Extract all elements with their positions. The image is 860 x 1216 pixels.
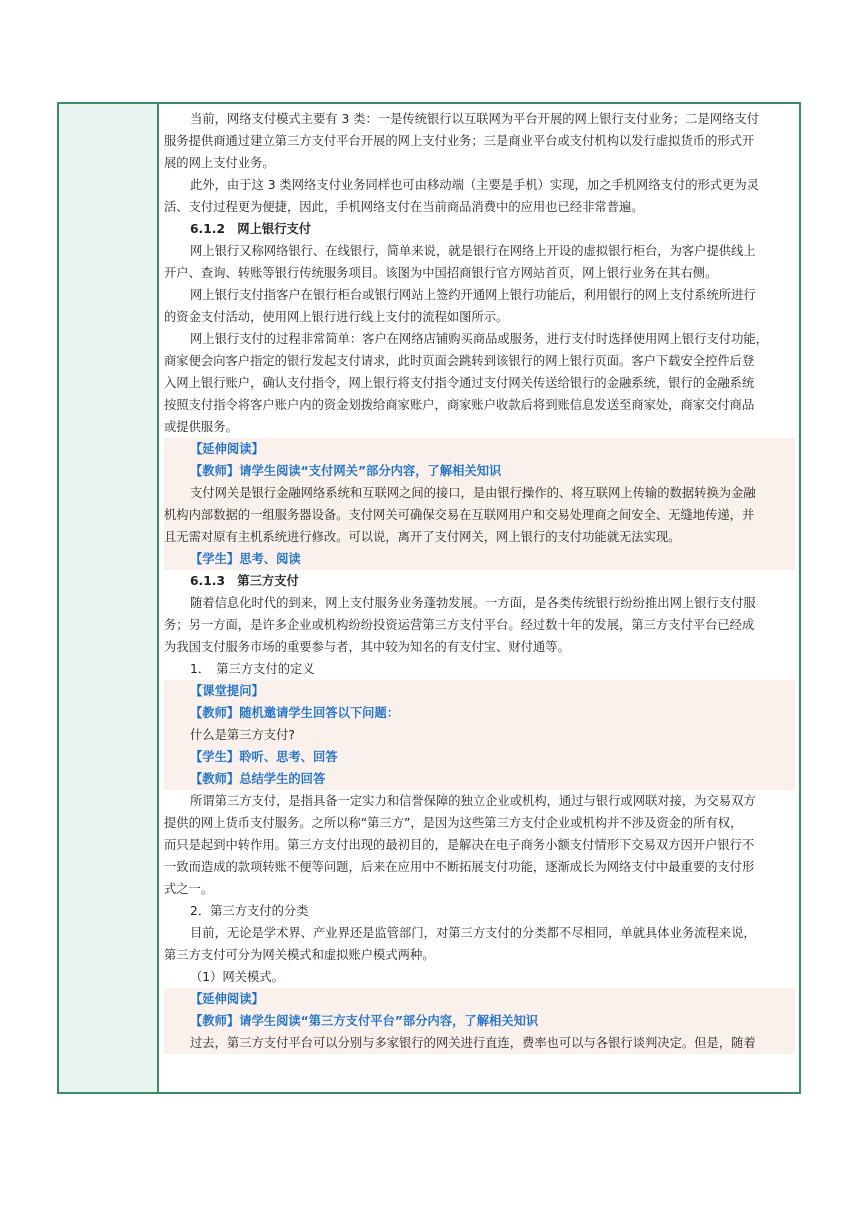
- text-line: 提供的网上货币支付服务。之所以称“第三方”，是因为这些第三方支付企业或机构并不涉及资金的所有权，: [164, 816, 743, 830]
- text-line: 第三方支付可分为网关模式和虚拟账户模式两种。: [164, 948, 435, 962]
- text-line: 网上银行支付的过程非常简单：客户在网络店铺购买商品或服务，进行支付时选择使用网上银行支付功能，: [190, 332, 768, 346]
- text-line: 6.1.3 第三方支付: [190, 574, 299, 588]
- text-line: 随着信息化时代的到来，网上支付服务业务蓬勃发展。一方面，是各类传统银行纷纷推出网上银行支付服: [190, 596, 756, 610]
- text-line: 目前，无论是学术界、产业界还是监管部门，对第三方支付的分类都不尽相同，单就具体业务流程来说，: [190, 926, 756, 940]
- text-line: 支付网关是银行金融网络系统和互联网之间的接口，是由银行操作的、将互联网上传输的数据转换为金融: [164, 482, 795, 504]
- text-line: 开户、查询、转账等银行传统服务项目。该图为中国招商银行官方网站首页，网上银行业务在其右侧。: [164, 266, 718, 280]
- text-line: 1． 第三方支付的定义: [190, 662, 315, 676]
- text-line: 什么是第三方支付?: [164, 724, 795, 746]
- text-line: 服务提供商通过建立第三方支付平台开展的网上支付业务；三是商业平台或支付机构以发行虚拟货币的形式开: [164, 134, 755, 148]
- text-line: 展的网上支付业务。: [164, 156, 275, 170]
- text-line: 【学生】思考、阅读: [164, 548, 795, 570]
- text-line: 【教师】随机邀请学生回答以下问题：: [164, 702, 795, 724]
- lesson-content: [164, 104, 795, 1092]
- table-left-column: [59, 104, 159, 1092]
- text-line: 活、支付过程更为便捷，因此，手机网络支付在当前商品消费中的应用也已经非常普遍。: [164, 200, 644, 214]
- lesson-table: [57, 102, 801, 1094]
- text-line: 或提供服务。: [164, 420, 238, 434]
- text-line: 按照支付指令将客户账户内的资金划拨给商家账户，商家账户收款后将到账信息发送至商家处，商家交付商品: [164, 398, 755, 412]
- text-line: 此外，由于这 3 类网络支付业务同样也可由移动端（主要是手机）实现，加之手机网络支付的形式更为灵: [190, 178, 760, 192]
- text-line: 当前，网络支付模式主要有 3 类：一是传统银行以互联网为平台开展的网上银行支付业务；二是网络支付: [190, 112, 760, 126]
- text-line: 网上银行又称网络银行、在线银行，简单来说，就是银行在网络上开设的虚拟银行柜台，为客户提供线上: [190, 244, 756, 258]
- text-line: 机构内部数据的一组服务器设备。支付网关可确保交易在互联网用户和交易处理商之间安全、无缝地传递，并: [164, 504, 795, 526]
- text-line: （1）网关模式。: [190, 970, 284, 984]
- text-line: 为我国支付服务市场的重要参与者，其中较为知名的有支付宝、财付通等。: [164, 640, 570, 654]
- text-line: 2．第三方支付的分类: [190, 904, 309, 918]
- text-line: 网上银行支付指客户在银行柜台或银行网站上签约开通网上银行功能后，利用银行的网上支付系统所进行: [190, 288, 756, 302]
- text-line: 而只是起到中转作用。第三方支付出现的最初目的，是解决在电子商务小额支付情形下交易双方因开户银行不: [164, 838, 755, 852]
- text-line: 【教师】请学生阅读“第三方支付平台”部分内容，了解相关知识: [164, 1010, 795, 1032]
- text-line: 一致而造成的款项转账不便等问题，后来在应用中不断拓展支付功能，逐渐成长为网络支付中最重要的支付形: [164, 860, 755, 874]
- text-line: 【课堂提问】: [164, 680, 795, 702]
- text-line: 【延伸阅读】: [164, 438, 795, 460]
- text-line: 【教师】请学生阅读“支付网关”部分内容，了解相关知识: [164, 460, 795, 482]
- text-line: 务；另一方面，是许多企业或机构纷纷投资运营第三方支付平台。经过数十年的发展，第三方支付平台已经成: [164, 618, 755, 632]
- text-line: 【学生】聆听、思考、回答: [164, 746, 795, 768]
- text-line: 【延伸阅读】: [164, 988, 795, 1010]
- text-line: 所谓第三方支付，是指具备一定实力和信誉保障的独立企业或机构，通过与银行或网联对接，为交易双方: [190, 794, 756, 808]
- text-line: 式之一。: [164, 882, 214, 896]
- text-line: 商家便会向客户指定的银行发起支付请求，此时页面会跳转到该银行的网上银行页面。客户下载安全控件后登: [164, 354, 755, 368]
- text-line: 【教师】总结学生的回答: [164, 768, 795, 790]
- text-line: 6.1.2 网上银行支付: [190, 222, 312, 236]
- text-line: 的资金支付活动，使用网上银行进行线上支付的流程如图所示。: [164, 310, 509, 324]
- text-line: 入网上银行账户，确认支付指令，网上银行将支付指令通过支付网关传送给银行的金融系统，银行的金融系统: [164, 376, 755, 390]
- text-line: 过去，第三方支付平台可以分别与多家银行的网关进行直连，费率也可以与各银行谈判决定。但是，随着: [164, 1032, 795, 1054]
- text-line: 且无需对原有主机系统进行修改。可以说，离开了支付网关，网上银行的支付功能就无法实现。: [164, 526, 795, 548]
